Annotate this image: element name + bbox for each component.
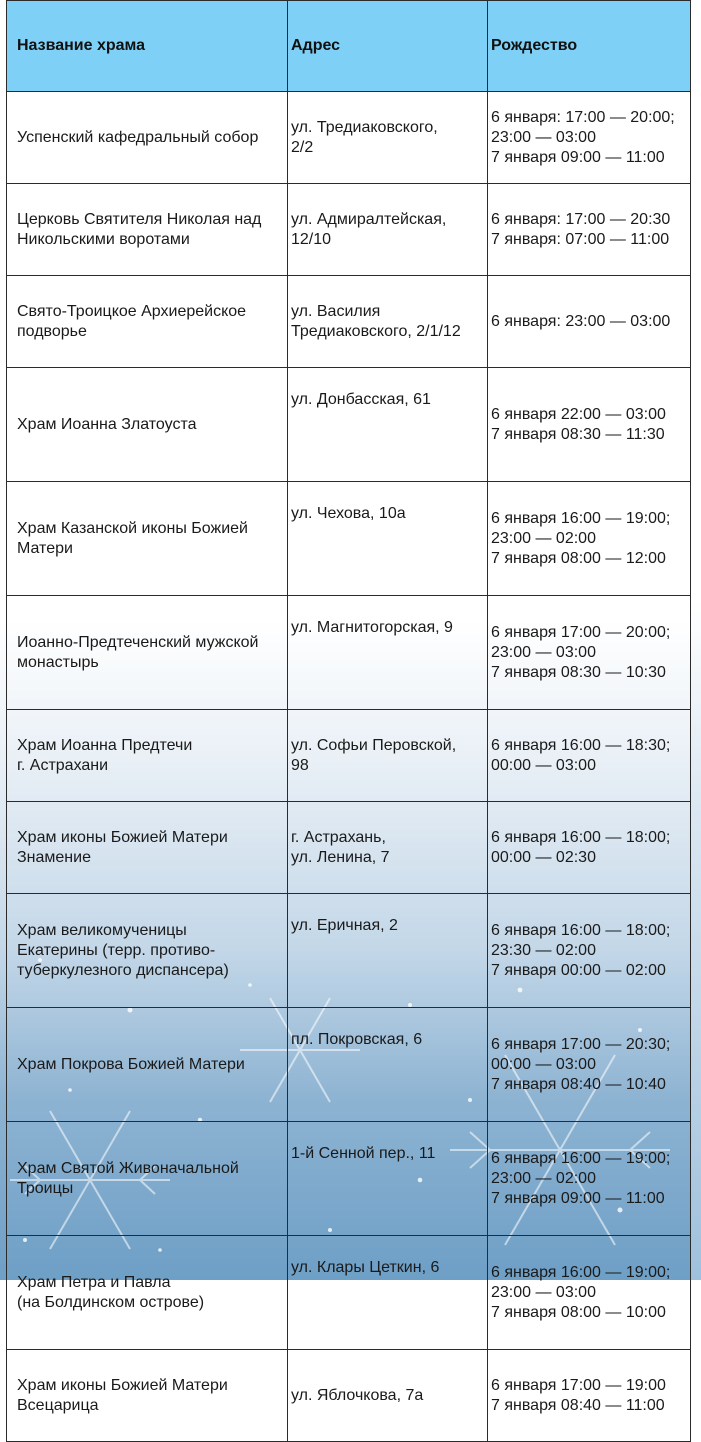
church-name-cell-line: Храм великомученицы <box>17 921 187 939</box>
christmas-time-cell-line: 23:00 — 02:00 <box>491 1169 596 1187</box>
header-christmas: Рождество <box>488 1 691 92</box>
church-name-cell <box>7 482 288 596</box>
table-row <box>7 368 691 482</box>
church-name-cell-line: Храм Святой Живоначальной <box>17 1159 239 1177</box>
address-cell <box>288 596 488 710</box>
church-name-cell-line: Храм иконы Божией Матери <box>17 828 228 846</box>
church-name-cell <box>7 184 288 276</box>
christmas-time-cell-line: 6 января 16:00 — 19:00; <box>491 1149 671 1167</box>
christmas-time-cell-line: 00:00 — 03:00 <box>491 756 596 774</box>
christmas-time-cell <box>488 1008 691 1122</box>
christmas-time-cell <box>488 368 691 482</box>
address-cell-line: ул. Тредиаковского, <box>291 118 438 136</box>
address-cell-line: 98 <box>291 756 309 774</box>
schedule-table-container <box>6 0 690 1442</box>
table-row <box>7 710 691 802</box>
address-cell <box>288 710 488 802</box>
christmas-time-cell-line: 7 января 08:30 — 10:30 <box>491 663 666 681</box>
christmas-time-cell-line: 7 января: 07:00 — 11:00 <box>491 230 670 248</box>
header-church-name: Название храма <box>7 1 288 92</box>
christmas-time-cell-line: 7 января 08:40 — 10:40 <box>491 1075 666 1093</box>
christmas-time-cell-line: 7 января 09:00 — 11:00 <box>491 148 665 166</box>
address-cell-line: ул. Василия <box>291 302 381 320</box>
address-cell <box>288 894 488 1008</box>
church-name-cell-line: Храм Казанской иконы Божией <box>17 519 248 537</box>
church-name-cell-line: Успенский кафедральный собор <box>17 128 259 146</box>
church-name-cell-line: Матери <box>17 539 73 557</box>
church-schedule-table <box>6 0 691 1442</box>
christmas-time-cell-line: 7 января 00:00 — 02:00 <box>491 961 666 979</box>
address-cell <box>288 184 488 276</box>
church-name-cell <box>7 596 288 710</box>
table-row <box>7 1122 691 1236</box>
christmas-time-cell-line: 23:00 — 03:00 <box>491 128 596 146</box>
table-row <box>7 92 691 184</box>
table-row <box>7 184 691 276</box>
header-address: Адрес <box>288 1 488 92</box>
christmas-time-cell-line: 6 января 16:00 — 18:00; <box>491 828 671 846</box>
address-cell-line: ул. Яблочкова, 7а <box>291 1386 424 1404</box>
christmas-time-cell-line: 6 января 17:00 — 19:00 <box>491 1376 666 1394</box>
christmas-time-cell-line: 23:00 — 03:00 <box>491 1283 596 1301</box>
christmas-time-cell-line: 00:00 — 02:30 <box>491 848 596 866</box>
christmas-time-cell-line: 7 января 08:00 — 12:00 <box>491 549 666 567</box>
christmas-time-cell <box>488 710 691 802</box>
church-name-cell <box>7 710 288 802</box>
christmas-time-cell-line: 6 января 16:00 — 19:00; <box>491 509 671 527</box>
church-name-cell-line: подворье <box>17 322 87 340</box>
christmas-time-cell <box>488 1122 691 1236</box>
church-name-cell <box>7 1236 288 1350</box>
address-cell <box>288 368 488 482</box>
church-name-cell-line: монастырь <box>17 653 99 671</box>
address-cell <box>288 1122 488 1236</box>
address-cell <box>288 802 488 894</box>
table-header-row <box>7 1 691 92</box>
church-name-cell-line: Церковь Святителя Николая над <box>17 210 262 228</box>
christmas-time-cell-line: 6 января 17:00 — 20:30; <box>491 1035 671 1053</box>
church-name-cell <box>7 276 288 368</box>
church-name-cell-line: Знамение <box>17 848 91 866</box>
christmas-time-cell-line: 6 января: 17:00 — 20:30 <box>491 210 671 228</box>
address-cell <box>288 1008 488 1122</box>
address-cell-line: 2/2 <box>291 138 314 156</box>
christmas-time-cell-line: 7 января 08:40 — 11:00 <box>491 1396 665 1414</box>
christmas-time-cell <box>488 1350 691 1442</box>
address-cell <box>288 276 488 368</box>
table-row <box>7 276 691 368</box>
table-row <box>7 1236 691 1350</box>
address-cell <box>288 1350 488 1442</box>
christmas-time-cell <box>488 482 691 596</box>
christmas-time-cell-line: 6 января 17:00 — 20:00; <box>491 623 671 641</box>
table-row <box>7 1008 691 1122</box>
church-name-cell-line: Храм Покрова Божией Матери <box>17 1055 245 1073</box>
church-name-cell-line: Троицы <box>17 1179 74 1197</box>
christmas-time-cell-line: 23:00 — 03:00 <box>491 643 596 661</box>
address-cell <box>288 482 488 596</box>
church-name-cell-line: Храм Петра и Павла <box>17 1273 171 1291</box>
table-row <box>7 1350 691 1442</box>
address-cell-line: г. Астрахань, <box>291 828 386 846</box>
christmas-time-cell <box>488 1236 691 1350</box>
christmas-time-cell-line: 6 января: 17:00 — 20:00; <box>491 108 675 126</box>
church-name-cell-line: (на Болдинском острове) <box>17 1293 205 1311</box>
church-name-cell-line: Храм Иоанна Предтечи <box>17 736 193 754</box>
christmas-time-cell <box>488 276 691 368</box>
address-cell-line: ул. Донбасская, 61 <box>291 391 431 408</box>
christmas-time-cell-line: 7 января 09:00 — 11:00 <box>491 1189 665 1207</box>
christmas-time-cell <box>488 802 691 894</box>
christmas-time-cell-line: 00:00 — 03:00 <box>491 1055 596 1073</box>
address-cell-line: ул. Чехова, 10а <box>291 505 406 522</box>
christmas-time-cell-line: 6 января 16:00 — 18:00; <box>491 921 671 939</box>
church-name-cell <box>7 92 288 184</box>
church-name-cell <box>7 802 288 894</box>
christmas-time-cell-line: 6 января: 23:00 — 03:00 <box>491 312 671 330</box>
christmas-time-cell-line: 6 января 22:00 — 03:00 <box>491 405 666 423</box>
church-name-cell-line: Свято-Троицкое Архиерейское <box>17 302 247 320</box>
address-cell-line: ул. Ленина, 7 <box>291 848 390 866</box>
christmas-time-cell <box>488 596 691 710</box>
address-cell-line: ул. Клары Цеткин, 6 <box>291 1259 440 1276</box>
table-row <box>7 802 691 894</box>
address-cell-line: ул. Магнитогорская, 9 <box>291 619 453 636</box>
church-name-cell <box>7 1122 288 1236</box>
christmas-time-cell <box>488 894 691 1008</box>
church-name-cell <box>7 368 288 482</box>
christmas-time-cell-line: 7 января 08:00 — 10:00 <box>491 1303 666 1321</box>
address-cell-line: ул. Адмиралтейская, <box>291 210 447 228</box>
next-column-edge <box>690 0 701 1280</box>
table-row <box>7 482 691 596</box>
address-cell-line: ул. Софьи Перовской, <box>291 736 457 754</box>
church-name-cell <box>7 1008 288 1122</box>
address-cell-line: 1-й Сенной пер., 11 <box>291 1145 436 1162</box>
address-cell-line: Тредиаковского, 2/1/12 <box>291 322 461 340</box>
address-cell-line: пл. Покровская, 6 <box>291 1031 423 1048</box>
church-name-cell-line: Никольскими воротами <box>17 230 190 248</box>
church-name-cell <box>7 894 288 1008</box>
christmas-time-cell <box>488 184 691 276</box>
church-name-cell-line: Храм иконы Божией Матери <box>17 1376 228 1394</box>
christmas-time-cell-line: 6 января 16:00 — 19:00; <box>491 1263 671 1281</box>
address-cell <box>288 1236 488 1350</box>
christmas-time-cell-line: 6 января 16:00 — 18:30; <box>491 736 671 754</box>
church-name-cell <box>7 1350 288 1442</box>
table-row <box>7 596 691 710</box>
church-name-cell-line: г. Астрахани <box>17 756 109 774</box>
christmas-time-cell-line: 7 января 08:30 — 11:30 <box>491 425 665 443</box>
church-name-cell-line: Екатерины (терр. противо- <box>17 941 216 959</box>
address-cell-line: ул. Еричная, 2 <box>291 917 398 934</box>
table-row <box>7 894 691 1008</box>
church-name-cell-line: Всецарица <box>17 1396 99 1414</box>
address-cell <box>288 92 488 184</box>
church-name-cell-line: туберкулезного диспансера) <box>17 961 229 979</box>
address-cell-line: 12/10 <box>291 230 332 248</box>
church-name-cell-line: Иоанно-Предтеченский мужской <box>17 633 259 651</box>
christmas-time-cell-line: 23:30 — 02:00 <box>491 941 596 959</box>
christmas-time-cell-line: 23:00 — 02:00 <box>491 529 596 547</box>
church-name-cell-line: Храм Иоанна Златоуста <box>17 415 197 433</box>
christmas-time-cell <box>488 92 691 184</box>
